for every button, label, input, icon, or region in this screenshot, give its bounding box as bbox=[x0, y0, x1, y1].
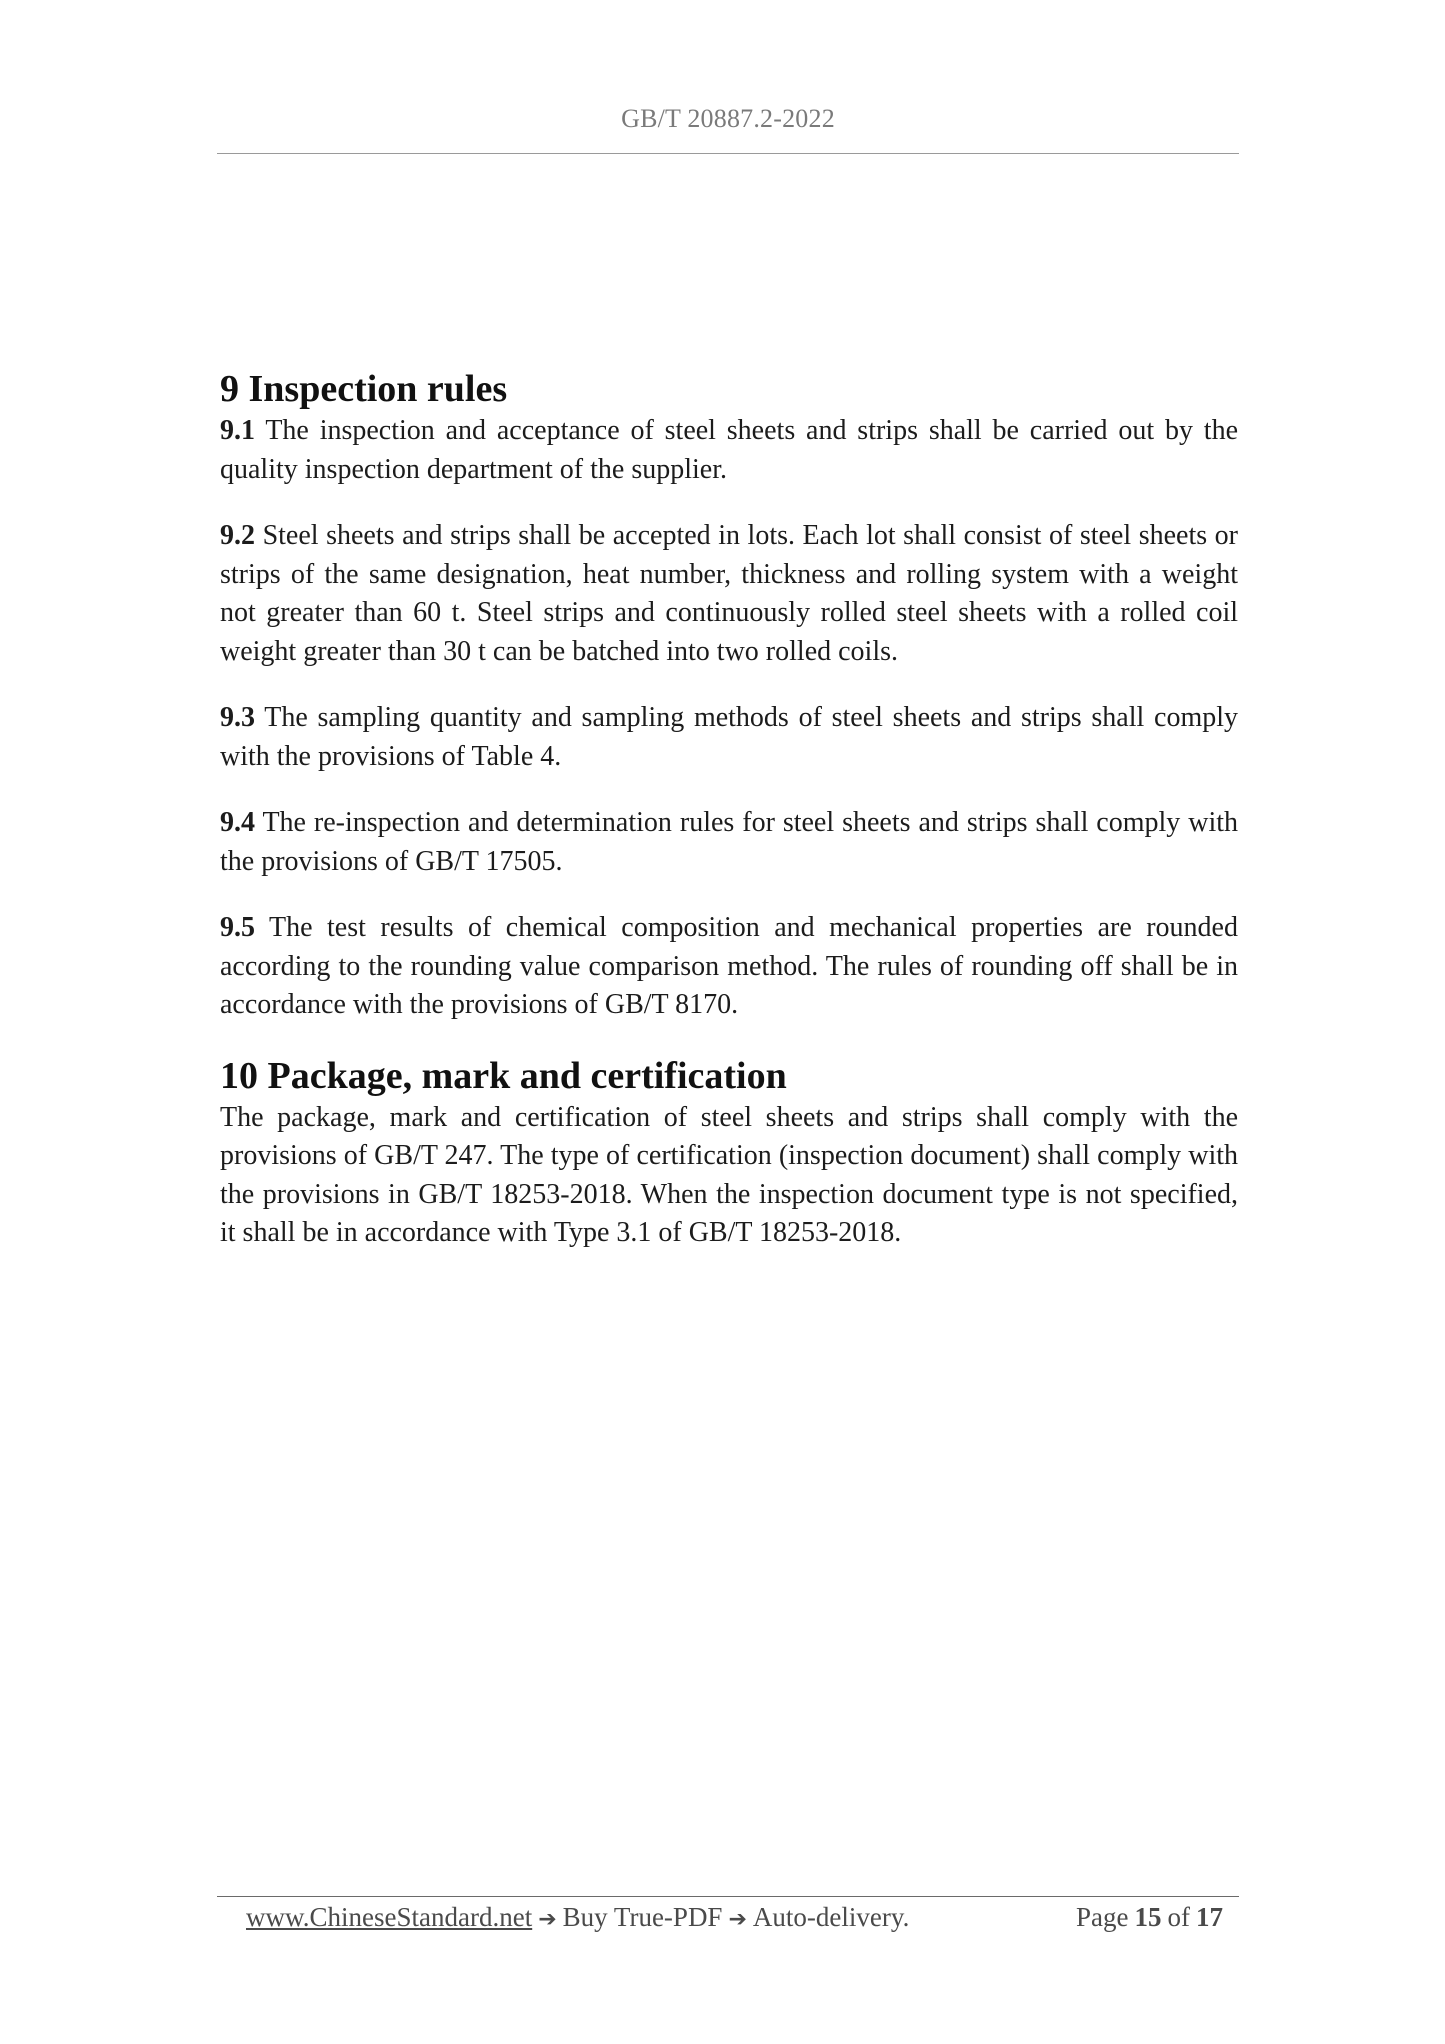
page-of-label: of bbox=[1167, 1902, 1190, 1932]
section-10-heading: 10 Package, mark and certification bbox=[220, 1054, 787, 1097]
running-header: GB/T 20887.2-2022 bbox=[621, 104, 835, 133]
clause-number: 9.2 bbox=[220, 520, 255, 551]
section-10-paragraph: The package, mark and certification of steel sheets and strips shall comply with the provisions of GB/T 247. The type of certification (inspection document) shall comply with the provisions in GB/T 18253-2018. When the inspection document type is not specified, it shall be in accordance with Type 3.1 of GB/T 18253-2018. bbox=[220, 1101, 1238, 1248]
clause-9-3 bbox=[220, 699, 1238, 776]
clause-number: 9.4 bbox=[220, 807, 255, 838]
page-content bbox=[220, 366, 1238, 1281]
header-divider bbox=[217, 153, 1239, 154]
clause-text: Steel sheets and strips shall be accepted in lots. Each lot shall consist of steel sheets or strips of the same designation, heat number, thickness and rolling system with a weight not greater than 60 t. Steel strips and continuously rolled steel sheets with a rolled coil weight greater than 30 t can be batched into two rolled coils. bbox=[220, 520, 1239, 667]
clause-9-5 bbox=[220, 909, 1238, 1025]
clause-number: 9.1 bbox=[220, 415, 255, 446]
buy-true-pdf-text: Buy True-PDF bbox=[562, 1902, 723, 1932]
clause-number: 9.5 bbox=[220, 912, 255, 943]
right-arrow-icon: ➔ bbox=[538, 1907, 557, 1932]
chinesestandard-link[interactable]: www.ChineseStandard.net bbox=[246, 1902, 533, 1932]
total-pages: 17 bbox=[1196, 1902, 1223, 1932]
clause-9-4 bbox=[220, 804, 1238, 881]
auto-delivery-text: Auto-delivery. bbox=[752, 1902, 910, 1932]
current-page: 15 bbox=[1134, 1902, 1162, 1932]
clause-text: The test results of chemical composition and mechanical properties are rounded according to the rounding value comparison method. The rules of rounding off shall be in accordance with the provisions of GB/T 8170. bbox=[220, 912, 1238, 1020]
clause-text: The sampling quantity and sampling methods of steel sheets and strips shall comply with the provisions of Table 4. bbox=[220, 702, 1238, 772]
page-label: Page bbox=[1076, 1902, 1129, 1932]
footer-promo bbox=[246, 1902, 909, 1933]
right-arrow-icon: ➔ bbox=[728, 1907, 747, 1932]
footer-divider bbox=[217, 1896, 1239, 1897]
clause-9-2 bbox=[220, 517, 1238, 671]
clause-text: The re-inspection and determination rules for steel sheets and strips shall comply with the provisions of GB/T 17505. bbox=[220, 807, 1238, 877]
page-number bbox=[1076, 1902, 1229, 1933]
clause-number: 9.3 bbox=[220, 702, 255, 733]
clause-text: The inspection and acceptance of steel sheets and strips shall be carried out by the quality inspection department of the supplier. bbox=[220, 415, 1238, 485]
section-9-heading: 9 Inspection rules bbox=[220, 368, 508, 410]
clause-9-1 bbox=[220, 412, 1238, 489]
